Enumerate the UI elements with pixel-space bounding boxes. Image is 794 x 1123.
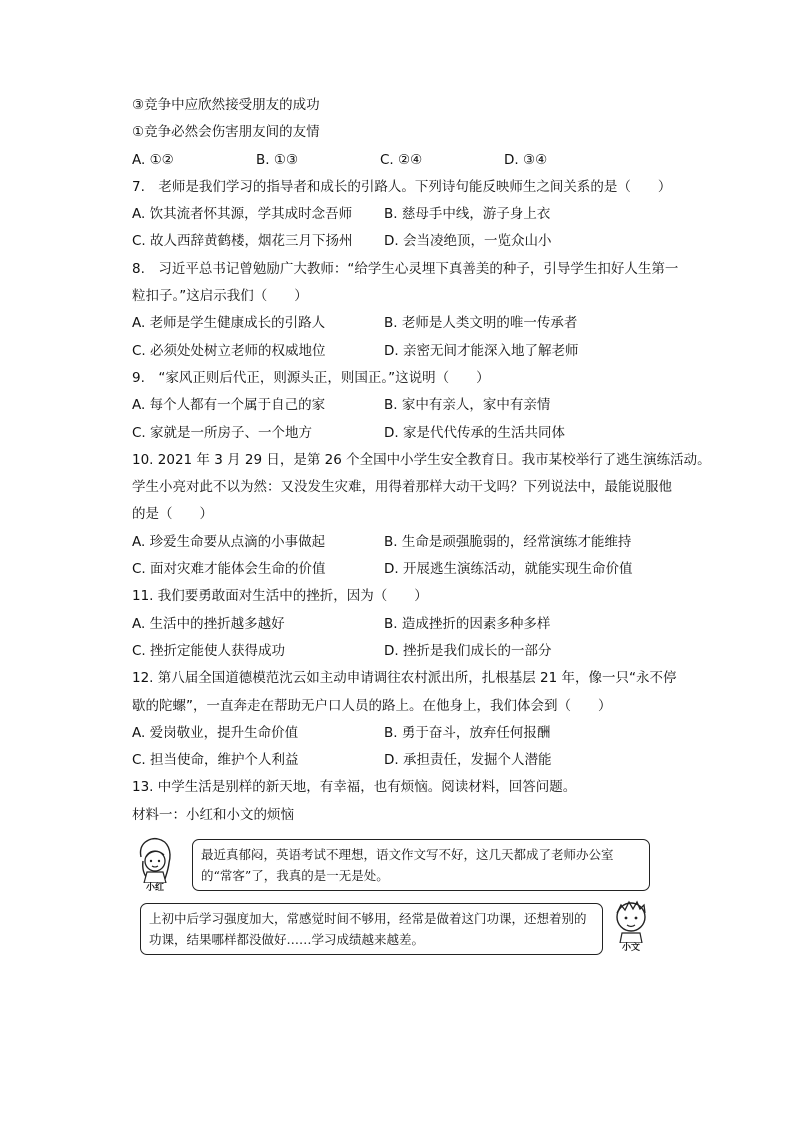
q9-options-row1 bbox=[132, 392, 672, 419]
q9-option-c: C. 家就是一所房子、一个地方 bbox=[132, 424, 313, 441]
xiaowen-avatar bbox=[608, 895, 654, 954]
q7-options-row1 bbox=[132, 201, 672, 228]
q12-option-b: B. 勇于奋斗，放弃任何报酬 bbox=[384, 724, 551, 741]
xiaowen-speech-text: 上初中后学习强度加大，常感觉时间不够用，经常是做着这门功课，还想着别的功课，结果哪样都没做好……学习成绩越来越差。 bbox=[149, 911, 587, 948]
q10-stem-line2: 学生小亮对此不以为然：又没发生灾难，用得着那样大动干戈吗？下列说法中，最能说服他 bbox=[132, 479, 672, 496]
q9-option-b: B. 家中有亲人，家中有亲情 bbox=[384, 397, 551, 414]
material-figure bbox=[132, 833, 672, 954]
statement-1: ①竞争必然会伤害朋友间的友情 bbox=[132, 124, 320, 141]
q9-stem: 9. “家风正则后代正，则源头正，则国正。”这说明（ ） bbox=[132, 369, 490, 386]
q11-option-d: D. 挫折是我们成长的一部分 bbox=[384, 642, 552, 659]
q7-options-row2 bbox=[132, 228, 672, 255]
material-title: 材料一：小红和小文的烦恼 bbox=[132, 806, 294, 823]
q10-option-b: B. 生命是顽强脆弱的，经常演练才能维持 bbox=[384, 533, 632, 550]
q12-options-row2 bbox=[132, 747, 672, 774]
q6-option-c: C. ②④ bbox=[380, 151, 423, 168]
q11-stem: 11. 我们要勇敢面对生活中的挫折，因为（ ） bbox=[132, 588, 428, 605]
q12-option-d: D. 承担责任，发掘个人潜能 bbox=[384, 752, 552, 769]
q8-stem-line2: 粒扣子。”这启示我们（ ） bbox=[132, 288, 308, 305]
xiaowen-name: 小文 bbox=[621, 943, 640, 954]
xiaowen-speech-bubble bbox=[140, 903, 603, 955]
q7-option-c: C. 故人西辞黄鹤楼，烟花三月下扬州 bbox=[132, 233, 353, 250]
q7-stem: 7. 老师是我们学习的指导者和成长的引路人。下列诗句能反映师生之间关系的是（ ） bbox=[132, 178, 672, 195]
q12-option-a: A. 爱岗敬业，提升生命价值 bbox=[132, 724, 299, 741]
q8-option-d: D. 亲密无间才能深入地了解老师 bbox=[384, 342, 579, 359]
xiaohong-name: 小红 bbox=[145, 883, 164, 894]
q9-option-d: D. 家是代代传承的生活共同体 bbox=[384, 424, 565, 441]
q6-option-b: B. ①③ bbox=[256, 151, 299, 168]
q7-option-a: A. 饮其流者怀其源，学其成时念吾师 bbox=[132, 206, 353, 223]
q7-option-d: D. 会当凌绝顶，一览众山小 bbox=[384, 233, 552, 250]
q7-option-b: B. 慈母手中线，游子身上衣 bbox=[384, 206, 551, 223]
q6-option-d: D. ③④ bbox=[504, 151, 548, 168]
question-content bbox=[132, 92, 711, 954]
q11-option-a: A. 生活中的挫折越多越好 bbox=[132, 615, 285, 632]
q13-stem: 13. 中学生活是别样的新天地，有幸福，也有烦恼。阅读材料，回答问题。 bbox=[132, 779, 577, 796]
q10-stem-line3: 的是（ ） bbox=[132, 506, 213, 523]
q6-option-a: A. ①② bbox=[132, 151, 174, 168]
q10-options-row1 bbox=[132, 529, 672, 556]
q11-options-row2 bbox=[132, 638, 672, 665]
xiaohong-speech-text: 最近真郁闷，英语考试不理想，语文作文写不好，这几天都成了老师办公室的“常客”了，我真的是一无是处。 bbox=[201, 847, 614, 884]
q11-option-b: B. 造成挫折的因素多种多样 bbox=[384, 615, 551, 632]
q9-options-row2 bbox=[132, 420, 672, 447]
xiaohong-speech-bubble bbox=[192, 839, 650, 891]
q12-stem-line2: 歇的陀螺”，一直奔走在帮助无户口人员的路上。在他身上，我们体会到（ ） bbox=[132, 697, 612, 714]
q6-options bbox=[132, 147, 672, 174]
statement-3: ③竞争中应欣然接受朋友的成功 bbox=[132, 97, 320, 113]
q11-options-row1 bbox=[132, 611, 672, 638]
q8-options-row1 bbox=[132, 310, 672, 337]
q12-options-row1 bbox=[132, 720, 672, 747]
q8-options-row2 bbox=[132, 338, 672, 365]
girl-icon bbox=[132, 835, 178, 883]
q8-option-b: B. 老师是人类文明的唯一传承者 bbox=[384, 315, 578, 332]
q11-option-c: C. 挫折定能使人获得成功 bbox=[132, 642, 286, 659]
q10-option-a: A. 珍爱生命要从点滴的小事做起 bbox=[132, 533, 326, 550]
q8-option-a: A. 老师是学生健康成长的引路人 bbox=[132, 315, 326, 332]
q8-stem-line1: 8. 习近平总书记曾勉励广大教师：“给学生心灵埋下真善美的种子，引导学生扣好人生第一 bbox=[132, 260, 679, 277]
q12-stem-line1: 12. 第八届全国道德模范沈云如主动申请调往农村派出所，扎根基层 21 年，像一只“永不停 bbox=[132, 670, 677, 687]
boy-icon bbox=[608, 895, 654, 943]
q10-option-d: D. 开展逃生演练活动，就能实现生命价值 bbox=[384, 561, 633, 578]
q10-options-row2 bbox=[132, 556, 672, 583]
xiaohong-avatar bbox=[132, 835, 178, 894]
q9-option-a: A. 每个人都有一个属于自己的家 bbox=[132, 397, 326, 414]
q12-option-c: C. 担当使命，维护个人利益 bbox=[132, 752, 299, 769]
q10-option-c: C. 面对灾难才能体会生命的价值 bbox=[132, 561, 326, 578]
q8-option-c: C. 必须处处树立老师的权威地位 bbox=[132, 342, 326, 359]
q10-stem-line1: 10. 2021 年 3 月 29 日，是第 26 个全国中小学生安全教育日。我市某校举行了逃生演练活动。 bbox=[132, 451, 711, 468]
